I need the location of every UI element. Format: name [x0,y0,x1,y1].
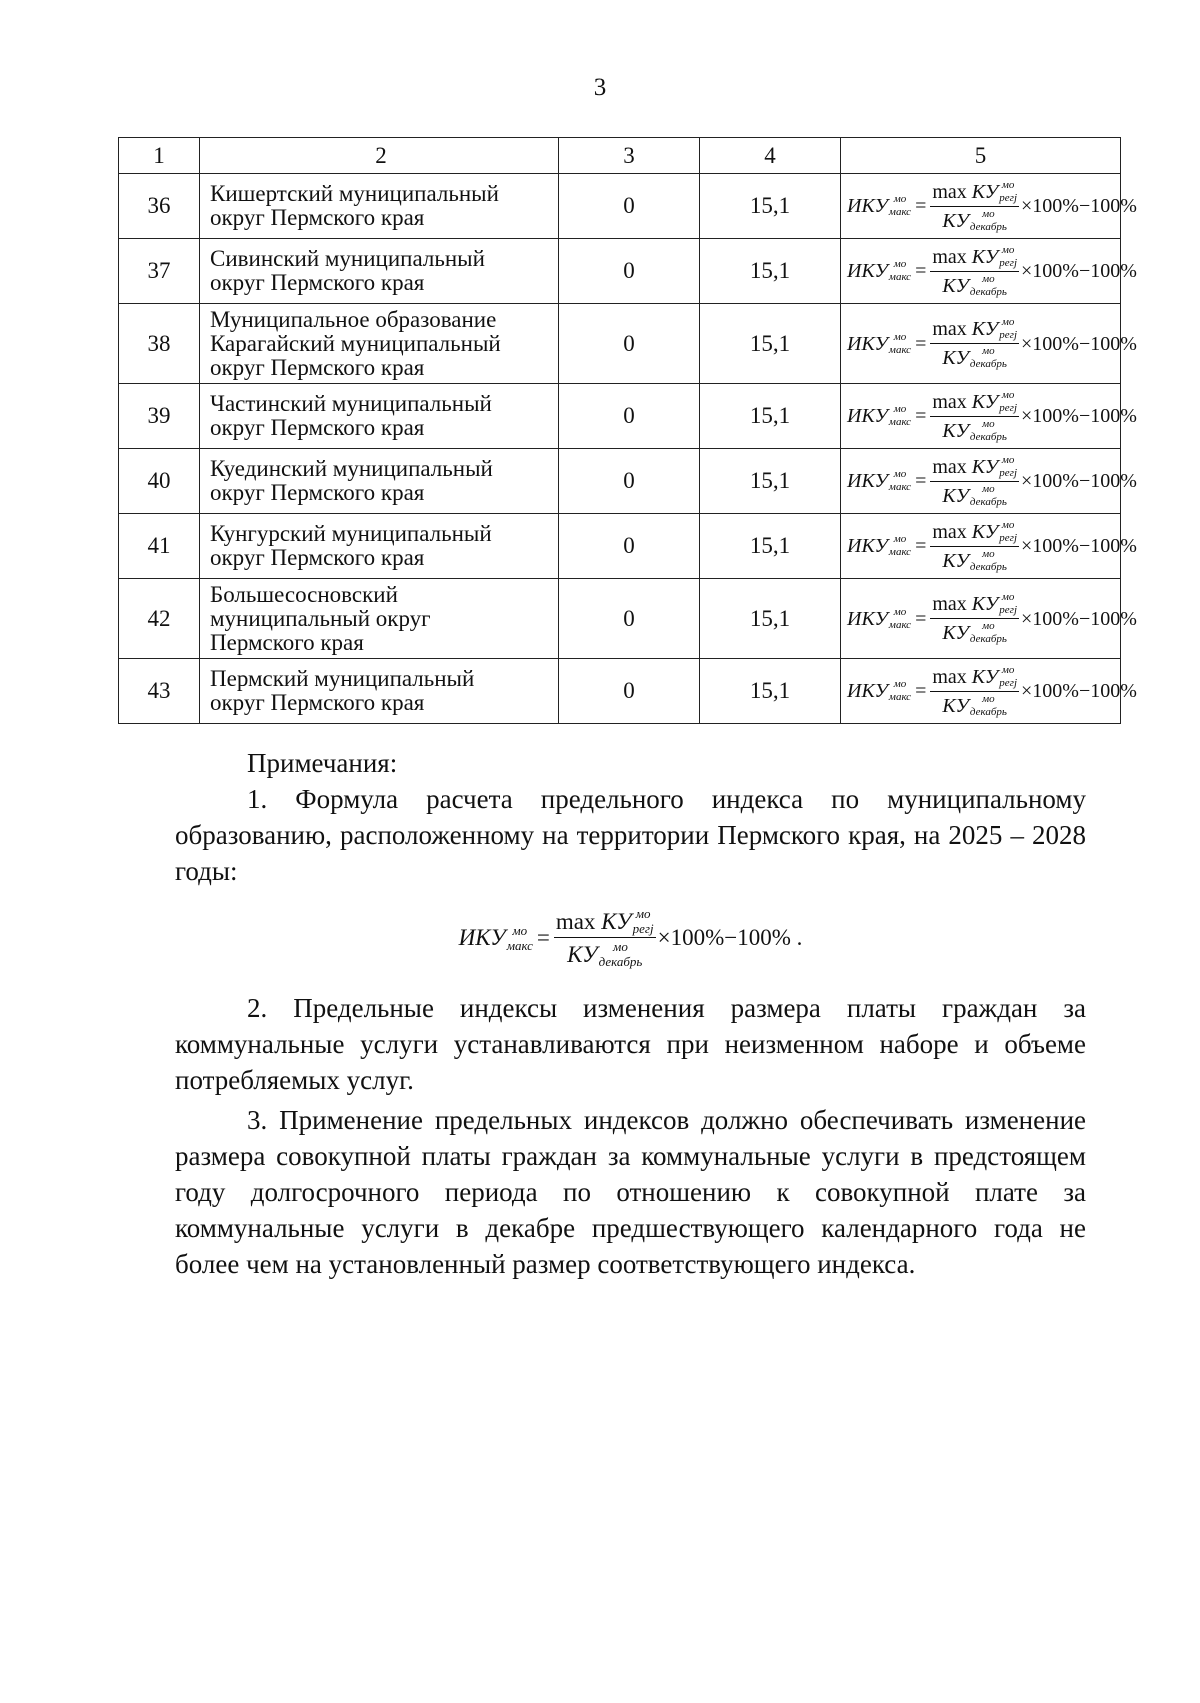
column-3-value: 0 [559,384,700,449]
municipality-name-line: округ Пермского края [210,415,425,440]
column-header: 2 [200,138,559,174]
formula-den-var: КУ [942,419,969,442]
table-row [119,514,1121,579]
column-3-value: 0 [559,174,700,239]
formula-denominator [942,344,1006,370]
municipality-name-line: округ Пермского края [210,354,425,380]
formula-num-sub: регј [999,256,1017,269]
formula-fraction [930,455,1019,508]
formula-den-sub: декабрь [969,220,1007,233]
formula-denominator [942,547,1006,573]
formula-fraction [930,245,1019,298]
formula-num-sup: мо [1001,243,1015,256]
formula-lhs: ИКУ [847,405,888,427]
formula-den-var: КУ [942,622,969,644]
municipality-name [200,514,559,579]
formula-num-sub: регј [999,329,1017,341]
formula-den-sub: декабрь [969,560,1007,573]
index-formula [847,520,1137,573]
formula-cell [841,579,1137,659]
formula-cell [841,449,1137,514]
formula-num-sub: регј [632,921,654,936]
index-formula [847,180,1137,233]
formula-lhs-sub: макс [888,206,912,218]
formula-lhs-sup: мо [893,678,907,690]
formula-den-sup: мо [982,417,995,430]
formula-lhs-sup: мо [893,403,907,415]
municipal-index-table [118,137,1137,724]
note-item-2: 2. Предельные индексы изменения размера платы граждан за коммунальные услуги устанавливаются при неизменном наборе и объеме потребляемых услуг. [175,993,1086,1095]
formula-tail: ×100%−100% [1021,680,1137,702]
formula-lhs: ИКУ [847,535,888,557]
formula-num-sup: мо [1001,178,1015,191]
formula-den-var: КУ [942,484,969,507]
formula-num-var: КУ [971,318,999,340]
formula-num-indices [999,665,1017,689]
formula-fraction [554,907,656,968]
formula-cell [841,514,1137,579]
formula-tail: ×100%−100% [1021,195,1137,217]
formula-denominator [942,619,1006,645]
formula-equals: = [915,680,927,702]
formula-den-var: КУ [942,347,969,369]
formula-lhs-indices [889,194,911,218]
formula-num-indices [999,520,1017,544]
formula-den-var: КУ [567,941,598,967]
formula-num-sub: регј [999,604,1017,616]
municipality-name [200,239,559,304]
formula-num-indices [999,390,1017,414]
formula-num-sub: регј [999,466,1017,479]
index-formula [847,317,1137,370]
formula-num-sub: регј [999,401,1017,414]
formula-lhs-indices [889,469,911,493]
municipality-name-line: округ Пермского края [210,480,425,505]
formula-num-indices [999,592,1017,616]
formula-denominator [567,938,642,968]
formula-den-var: КУ [942,274,969,297]
formula-denominator [942,207,1006,233]
table-row [119,239,1121,304]
column-3-value: 0 [559,514,700,579]
municipality-name [200,449,559,514]
formula-fraction [930,180,1019,233]
formula-lhs-sup: мо [512,922,528,938]
formula-lhs-sub: макс [888,481,912,493]
formula-max: max [932,520,972,543]
formula-num-var: КУ [971,520,999,543]
formula-max: max [932,245,972,268]
formula-den-indices [970,419,1007,443]
formula-num-sub: регј [999,676,1017,689]
column-3-value: 0 [559,659,700,724]
formula-num-var: КУ [971,180,999,203]
formula-tail: ×100%−100% [1021,260,1137,282]
formula-numerator [930,245,1019,272]
municipality-name-line: Большесосновский [210,581,398,607]
row-number: 38 [119,304,200,384]
formula-num-sup: мо [1001,663,1015,676]
formula-lhs: ИКУ [458,925,506,950]
formula-lhs-sup: мо [893,330,907,343]
formula-den-sup: мо [982,207,995,220]
table-row [119,659,1121,724]
municipality-name-line: Карагайский муниципальный [210,330,501,356]
formula-lhs-indices [889,404,911,428]
municipality-name-line: округ Пермского края [210,690,425,715]
formula-lhs-sub: макс [888,691,912,703]
formula-lhs-sub: макс [888,343,912,356]
formula-lhs: ИКУ [847,332,888,355]
municipality-name-line: округ Пермского края [210,270,425,295]
municipality-name-line: Куединский муниципальный [210,456,493,481]
formula-equals: = [915,470,927,492]
table-row [119,384,1121,449]
formula-denominator [942,482,1006,508]
table-row [119,174,1121,239]
column-3-value: 0 [559,579,700,659]
table-header-row [119,138,1121,174]
formula-max: max [932,390,972,413]
row-number: 36 [119,174,200,239]
municipality-name [200,384,559,449]
municipality-name-line: Частинский муниципальный [210,391,492,416]
row-number: 42 [119,579,200,659]
notes-heading: Примечания: [247,748,398,778]
formula-lhs: ИКУ [847,607,888,630]
formula-den-sup: мо [982,345,995,357]
formula-lhs-sup: мо [893,605,907,618]
formula-lhs-sup: мо [893,258,907,270]
formula-num-var: КУ [971,665,999,688]
formula-lhs-sup: мо [893,468,907,480]
table-body [119,174,1137,724]
formula-num-indices [999,245,1017,269]
formula-den-sub: декабрь [598,954,643,969]
formula-lhs-indices [889,332,911,356]
formula-numerator [930,180,1019,207]
formula-lhs-indices [889,607,911,631]
formula-equals: = [915,195,927,217]
formula-num-var: КУ [971,593,999,615]
index-formula [847,455,1137,508]
formula-den-indices [970,694,1007,718]
formula-tail: ×100%−100% [1021,470,1137,492]
formula-lhs-indices [889,259,911,283]
formula-lhs-indices [507,924,533,952]
page-number: 3 [593,74,607,101]
formula-numerator [930,520,1019,547]
formula-den-sub: декабрь [969,358,1007,370]
formula-lhs: ИКУ [847,195,888,217]
formula-den-sub: декабрь [969,430,1007,443]
formula-lhs-sub: макс [888,416,912,428]
row-number: 37 [119,239,200,304]
formula-den-sup: мо [982,692,995,705]
column-4-value: 15,1 [700,659,841,724]
formula-den-sup: мо [982,482,995,495]
formula-fraction [930,665,1019,718]
formula-equals: = [915,607,927,630]
formula-num-sup: мо [1001,388,1015,401]
column-4-value: 15,1 [700,384,841,449]
formula-num-var: КУ [971,245,999,268]
note-item-3: 3. Применение предельных индексов должно обеспечивать изменение размера совокупной платы граждан за коммунальные услуги в предстоящем году долгосрочного периода по отношению к совокупной плате за коммунальные услуги в декабре предшествующего календарного года не более чем на установленный размер соответствующего индекса. [175,1105,1086,1279]
formula-num-var: КУ [601,908,632,934]
municipality-name-line: Пермский муниципальный [210,666,475,691]
table-row [119,449,1121,514]
row-number: 39 [119,384,200,449]
formula-den-sub: декабрь [969,705,1007,718]
formula-denominator [942,417,1006,443]
formula-cell [841,174,1137,239]
index-formula [459,907,803,968]
formula-numerator [554,907,656,938]
column-4-value: 15,1 [700,579,841,659]
formula-den-indices [970,621,1007,645]
formula-fraction [930,592,1019,645]
formula-num-indices [633,907,654,935]
column-4-value: 15,1 [700,174,841,239]
index-formula [847,592,1137,645]
formula-den-indices [599,940,643,968]
municipality-name-line: Сивинский муниципальный [210,246,485,271]
municipality-name-line: Кунгурский муниципальный [210,521,492,546]
formula-lhs: ИКУ [847,260,888,282]
formula-cell [841,659,1137,724]
notes-section [175,745,1086,1282]
formula-fraction [930,520,1019,573]
row-number: 43 [119,659,200,724]
municipality-name [200,174,559,239]
formula-lhs: ИКУ [847,680,888,702]
formula-num-sup: мо [1001,591,1015,603]
formula-fraction [930,390,1019,443]
formula-den-sup: мо [982,620,995,632]
formula-num-indices [999,455,1017,479]
formula-num-indices [999,317,1017,341]
formula-num-var: КУ [971,390,999,413]
formula-tail: ×100%−100% [1021,405,1137,427]
column-header: 1 [119,138,200,174]
formula-den-sub: декабрь [969,495,1007,508]
main-formula-block [175,907,1086,968]
formula-den-var: КУ [942,694,969,717]
formula-max: max [932,665,972,688]
index-formula [847,665,1137,718]
row-number: 40 [119,449,200,514]
formula-numerator [930,665,1019,692]
formula-num-sub: регј [999,531,1017,544]
formula-tail: ×100%−100% [1021,535,1137,557]
formula-lhs-sub: макс [888,546,912,558]
formula-den-indices [970,484,1007,508]
formula-lhs: ИКУ [847,470,888,492]
formula-numerator [930,317,1019,344]
table-row [119,304,1121,384]
formula-max: max [555,908,602,934]
municipality-name-line: Кишертский муниципальный [210,181,499,206]
index-formula [847,390,1137,443]
municipality-name [200,659,559,724]
column-4-value: 15,1 [700,449,841,514]
formula-num-indices [999,180,1017,204]
formula-max: max [932,593,972,615]
formula-cell [841,384,1137,449]
column-header: 4 [700,138,841,174]
formula-max: max [932,180,972,203]
formula-num-sup: мо [1001,316,1015,328]
formula-max: max [932,318,972,340]
formula-lhs-sub: макс [888,618,912,631]
column-header: 5 [841,138,1121,174]
municipality-name-line: муниципальный округ [210,605,431,631]
formula-den-var: КУ [942,549,969,572]
formula-lhs-sup: мо [893,533,907,545]
formula-lhs-sub: макс [506,937,533,953]
municipality-name-line: округ Пермского края [210,205,425,230]
formula-cell [841,239,1137,304]
formula-lhs-sup: мо [893,193,907,205]
municipality-name-line: Пермского края [210,629,364,655]
municipality-name-line: округ Пермского края [210,545,425,570]
formula-num-sup: мо [1001,518,1015,531]
formula-den-sub: декабрь [969,633,1007,645]
formula-equals: = [915,260,927,282]
formula-den-sub: декабрь [969,285,1007,298]
formula-den-sup: мо [613,939,628,954]
formula-max: max [932,455,972,478]
formula-lhs-indices [889,679,911,703]
note-item-1: 1. Формула расчета предельного индекса по муниципальному образованию, расположенному на территории Пермского края, на 2025 – 2028 годы: [175,784,1086,886]
formula-num-sup: мо [1001,453,1015,466]
formula-tail: ×100%−100% [1021,607,1137,630]
formula-numerator [930,592,1019,619]
column-3-value: 0 [559,239,700,304]
formula-tail: ×100%−100% . [657,925,803,950]
formula-fraction [930,317,1019,370]
municipality-name [200,304,559,384]
formula-num-sup: мо [635,906,651,921]
formula-denominator [942,692,1006,718]
formula-tail: ×100%−100% [1021,332,1137,355]
row-number: 41 [119,514,200,579]
formula-num-sub: регј [999,191,1017,204]
index-formula [847,245,1137,298]
formula-den-indices [970,209,1007,233]
formula-num-var: КУ [971,455,999,478]
formula-den-indices [970,346,1007,370]
formula-equals: = [915,332,927,355]
formula-numerator [930,390,1019,417]
formula-numerator [930,455,1019,482]
formula-lhs-sub: макс [888,271,912,283]
formula-equals: = [915,535,927,557]
formula-equals: = [536,925,550,950]
formula-den-indices [970,274,1007,298]
formula-den-sup: мо [982,272,995,285]
formula-denominator [942,272,1006,298]
municipality-name-line: Муниципальное образование [210,306,497,332]
formula-equals: = [915,405,927,427]
column-4-value: 15,1 [700,304,841,384]
column-3-value: 0 [559,304,700,384]
municipality-name [200,579,559,659]
formula-cell [841,304,1137,384]
column-header: 3 [559,138,700,174]
formula-den-sup: мо [982,547,995,560]
formula-den-var: КУ [942,209,969,232]
formula-lhs-indices [889,534,911,558]
column-4-value: 15,1 [700,514,841,579]
column-4-value: 15,1 [700,239,841,304]
formula-den-indices [970,549,1007,573]
column-3-value: 0 [559,449,700,514]
table-row [119,579,1121,659]
